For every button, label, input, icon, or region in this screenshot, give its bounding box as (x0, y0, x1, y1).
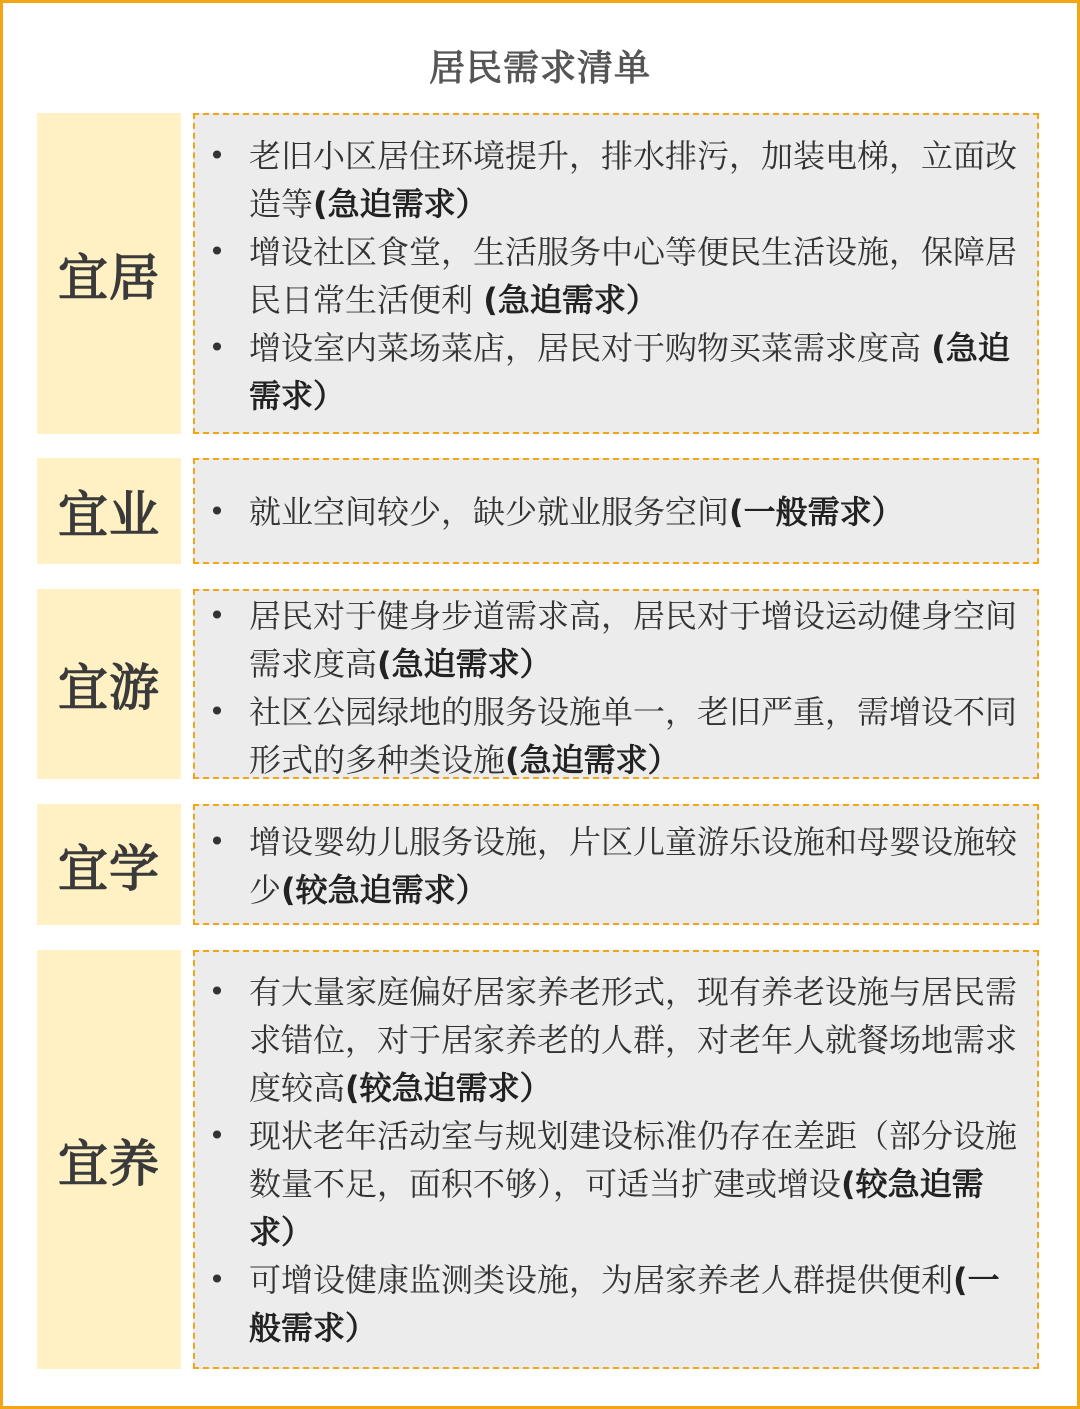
item-priority: (较急迫需求） (249, 1165, 984, 1251)
item-text: 增设婴幼儿服务设施，片区儿童游乐设施和母婴设施较少 (249, 823, 1018, 909)
section-label-box (37, 458, 181, 564)
section-label-box (37, 589, 181, 779)
item-priority: (一般需求） (249, 1261, 1000, 1347)
bullet-icon: • (208, 235, 226, 268)
section-label-box (37, 950, 181, 1369)
requirement-list (195, 592, 1037, 784)
bullet-icon: • (208, 825, 226, 858)
item-text: 就业空间较少，缺少就业服务空间 (249, 493, 730, 531)
page-title: 居民需求清单 (428, 48, 651, 89)
item-text: 居民对于健身步道需求高，居民对于增设运动健身空间需求度高 (249, 597, 1018, 683)
bullet-icon: • (208, 331, 226, 364)
bullet-icon: • (208, 975, 226, 1008)
section-label: 宜养 (58, 1134, 160, 1193)
list-item (195, 488, 1037, 536)
list-item (195, 818, 1037, 914)
item-text: 增设室内菜场菜店，居民对于购物买菜需求度高 (249, 329, 932, 367)
section-label: 宜学 (58, 839, 160, 898)
item-priority: (急迫需求） (505, 741, 680, 779)
requirement-list (195, 818, 1037, 914)
item-text: 有大量家庭偏好居家养老形式，现有养老设施与居民需求错位，对于居家养老的人群，对老年人就餐场地需求度较高 (249, 973, 1018, 1107)
list-item (195, 1112, 1037, 1256)
item-text: 现状老年活动室与规划建设标准仍存在差距（部分设施数量不足，面积不够），可适当扩建或增设 (249, 1117, 1018, 1203)
section-content (193, 950, 1039, 1369)
requirement-list (195, 968, 1037, 1352)
section-yiyou (37, 589, 1039, 779)
requirement-list (195, 488, 1037, 536)
section-label: 宜居 (58, 248, 160, 307)
bullet-icon: • (208, 599, 226, 632)
item-text: 增设社区食堂，生活服务中心等便民生活设施，保障居民日常生活便利 (249, 233, 1018, 319)
item-priority: (较急迫需求） (281, 871, 488, 909)
list-item (195, 968, 1037, 1112)
item-text: 社区公园绿地的服务设施单一，老旧严重，需增设不同形式的多种类设施 (249, 693, 1018, 779)
section-yixue (37, 804, 1039, 925)
bullet-icon: • (208, 495, 226, 528)
section-yiju (37, 113, 1039, 434)
section-label: 宜业 (58, 486, 160, 544)
bullet-icon: • (208, 139, 226, 172)
section-yiye (37, 458, 1039, 564)
section-content (193, 589, 1039, 779)
list-item (195, 228, 1037, 324)
list-item (195, 592, 1037, 688)
list-item (195, 324, 1037, 420)
item-priority: (较急迫需求） (345, 1069, 552, 1107)
item-text: 可增设健康监测类设施，为居家养老人群提供便利 (249, 1261, 954, 1299)
section-content (193, 804, 1039, 925)
list-item (195, 688, 1037, 784)
bullet-icon: • (208, 1119, 226, 1152)
item-priority: (急迫需求） (249, 329, 1010, 415)
requirement-list (195, 132, 1037, 420)
section-label: 宜游 (58, 659, 160, 717)
bullet-icon: • (208, 695, 226, 728)
section-label-box (37, 804, 181, 925)
item-priority: (急迫需求） (313, 185, 488, 223)
item-text: 老旧小区居住环境提升，排水排污，加装电梯，立面改造等 (249, 137, 1018, 223)
item-priority: (急迫需求） (483, 281, 658, 319)
section-label-box (37, 113, 181, 434)
section-yiyang (37, 950, 1039, 1369)
section-content (193, 113, 1039, 434)
list-item (195, 132, 1037, 228)
item-priority: (急迫需求） (377, 645, 552, 683)
bullet-icon: • (208, 1263, 226, 1296)
section-content (193, 458, 1039, 564)
list-item (195, 1256, 1037, 1352)
item-priority: (一般需求） (729, 493, 904, 531)
